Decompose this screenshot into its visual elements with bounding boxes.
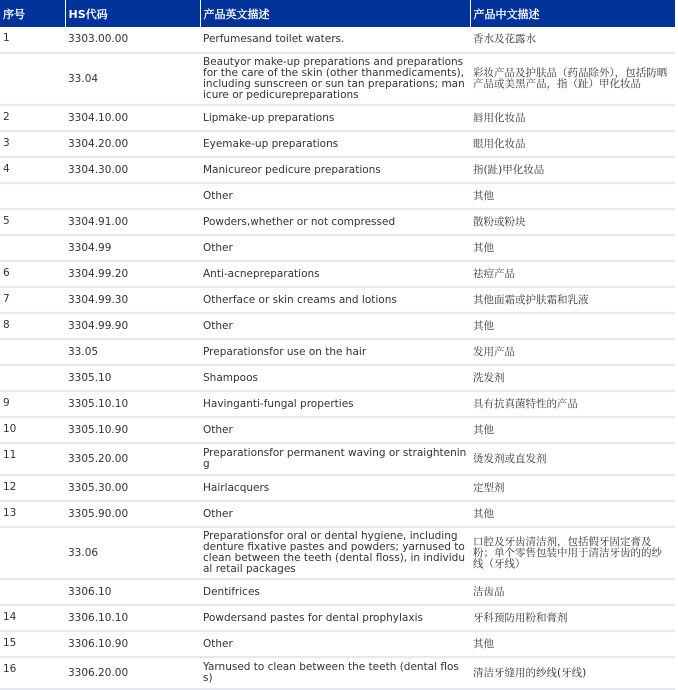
table-row xyxy=(0,131,675,157)
cell-chinese-description: 香水及花露水 xyxy=(470,27,675,53)
cell-no: 10 xyxy=(0,417,65,443)
table-row xyxy=(0,209,675,235)
cell-english-description: Other xyxy=(200,417,470,443)
header-en: 产品英文描述 xyxy=(200,0,470,27)
cell-no: 1 xyxy=(0,27,65,53)
cell-hs-code: 3306.10.10 xyxy=(65,605,200,631)
cell-no xyxy=(0,527,65,579)
table-row xyxy=(0,501,675,527)
table-row xyxy=(0,475,675,501)
cell-hs-code: 3304.99 xyxy=(65,235,200,261)
cell-chinese-description: 其他 xyxy=(470,417,675,443)
cell-hs-code: 3304.20.00 xyxy=(65,131,200,157)
table-row xyxy=(0,53,675,105)
cell-english-description: Anti-acnepreparations xyxy=(200,261,470,287)
cell-no: 6 xyxy=(0,261,65,287)
cell-hs-code: 3305.20.00 xyxy=(65,443,200,475)
table-row xyxy=(0,657,675,689)
header-no: 序号 xyxy=(0,0,65,27)
cell-no xyxy=(0,183,65,209)
cell-hs-code: 3305.10.10 xyxy=(65,391,200,417)
table-row xyxy=(0,391,675,417)
cell-english-description: Yarnused to clean between the teeth (dental floss) xyxy=(200,657,470,689)
cell-no: 3 xyxy=(0,131,65,157)
cell-english-description: Other xyxy=(200,235,470,261)
cell-no: 4 xyxy=(0,157,65,183)
cell-english-description: Preparationsfor permanent waving or straightening xyxy=(200,443,470,475)
cell-chinese-description: 其他 xyxy=(470,183,675,209)
cell-english-description: Otherface or skin creams and lotions xyxy=(200,287,470,313)
cell-chinese-description: 其他 xyxy=(470,631,675,657)
cell-english-description: Dentifrices xyxy=(200,579,470,605)
table-row xyxy=(0,339,675,365)
cell-hs-code: 3304.99.90 xyxy=(65,313,200,339)
table-row xyxy=(0,443,675,475)
cell-no: 5 xyxy=(0,209,65,235)
header-hs: HS代码 xyxy=(65,0,200,27)
cell-hs-code: 33.05 xyxy=(65,339,200,365)
cell-english-description: Other xyxy=(200,501,470,527)
cell-no xyxy=(0,339,65,365)
cell-no: 7 xyxy=(0,287,65,313)
cell-chinese-description: 定型剂 xyxy=(470,475,675,501)
cell-english-description: Havinganti-fungal properties xyxy=(200,391,470,417)
cell-hs-code: 3304.30.00 xyxy=(65,157,200,183)
cell-no: 13 xyxy=(0,501,65,527)
cell-english-description: Other xyxy=(200,313,470,339)
cell-hs-code: 3303.00.00 xyxy=(65,27,200,53)
table-row xyxy=(0,157,675,183)
cell-hs-code xyxy=(65,183,200,209)
cell-no: 9 xyxy=(0,391,65,417)
cell-english-description: Perfumesand toilet waters. xyxy=(200,27,470,53)
cell-english-description: Manicureor pedicure preparations xyxy=(200,157,470,183)
cell-chinese-description: 发用产品 xyxy=(470,339,675,365)
cell-english-description: Powdersand pastes for dental prophylaxis xyxy=(200,605,470,631)
cell-hs-code: 33.06 xyxy=(65,527,200,579)
table-row xyxy=(0,631,675,657)
header-zh: 产品中文描述 xyxy=(470,0,675,27)
cell-no: 12 xyxy=(0,475,65,501)
table-row xyxy=(0,527,675,579)
cell-english-description: Other xyxy=(200,183,470,209)
cell-no: 16 xyxy=(0,657,65,689)
table-row xyxy=(0,365,675,391)
cell-english-description: Beautyor make-up preparations and preparations for the care of the skin (other thanmedicaments), including sunscreen or sun tan preparations; manicure or pedicurepreparations xyxy=(200,53,470,105)
cell-english-description: Hairlacquers xyxy=(200,475,470,501)
cell-hs-code: 3305.30.00 xyxy=(65,475,200,501)
cell-english-description: Eyemake-up preparations xyxy=(200,131,470,157)
table-row xyxy=(0,313,675,339)
cell-chinese-description: 祛痘产品 xyxy=(470,261,675,287)
table-row xyxy=(0,105,675,131)
cell-no xyxy=(0,235,65,261)
cell-no: 8 xyxy=(0,313,65,339)
table-row xyxy=(0,235,675,261)
cell-chinese-description: 彩妆产品及护肤品（药品除外），包括防晒产品或美黑产品，指（趾）甲化妆品 xyxy=(470,53,675,105)
cell-no xyxy=(0,365,65,391)
cell-hs-code: 3305.10.90 xyxy=(65,417,200,443)
cell-no: 11 xyxy=(0,443,65,475)
cell-no: 2 xyxy=(0,105,65,131)
cell-chinese-description: 牙科预防用粉和膏剂 xyxy=(470,605,675,631)
cell-no: 14 xyxy=(0,605,65,631)
cell-english-description: Preparationsfor oral or dental hygiene, including denture fixative pastes and powders; yarnused to clean between the teeth (dental floss), in individual retail packages xyxy=(200,527,470,579)
cell-english-description: Preparationsfor use on the hair xyxy=(200,339,470,365)
cell-hs-code: 33.04 xyxy=(65,53,200,105)
cell-chinese-description: 其他面霜或护肤霜和乳液 xyxy=(470,287,675,313)
cell-chinese-description: 口腔及牙齿清洁剂，包括假牙固定膏及粉；单个零售包装中用于清洁牙齿的的纱线（牙线） xyxy=(470,527,675,579)
table-header xyxy=(0,0,675,27)
cell-hs-code: 3304.91.00 xyxy=(65,209,200,235)
cell-hs-code: 3306.10.90 xyxy=(65,631,200,657)
cell-hs-code: 3304.10.00 xyxy=(65,105,200,131)
cell-hs-code: 3305.90.00 xyxy=(65,501,200,527)
table-row xyxy=(0,261,675,287)
table-row xyxy=(0,287,675,313)
cell-chinese-description: 唇用化妆品 xyxy=(470,105,675,131)
cell-chinese-description: 其他 xyxy=(470,501,675,527)
cell-chinese-description: 洗发剂 xyxy=(470,365,675,391)
cell-english-description: Other xyxy=(200,631,470,657)
cell-no: 15 xyxy=(0,631,65,657)
cell-chinese-description: 指(趾)甲化妆品 xyxy=(470,157,675,183)
cell-hs-code: 3304.99.30 xyxy=(65,287,200,313)
cell-chinese-description: 其他 xyxy=(470,313,675,339)
table-row xyxy=(0,27,675,53)
cell-chinese-description: 散粉或粉块 xyxy=(470,209,675,235)
cell-hs-code: 3304.99.20 xyxy=(65,261,200,287)
cell-chinese-description: 洁齿品 xyxy=(470,579,675,605)
cell-hs-code: 3306.10 xyxy=(65,579,200,605)
cell-chinese-description: 其他 xyxy=(470,235,675,261)
cell-english-description: Shampoos xyxy=(200,365,470,391)
cell-chinese-description: 眼用化妆品 xyxy=(470,131,675,157)
cell-no xyxy=(0,579,65,605)
cell-hs-code: 3306.20.00 xyxy=(65,657,200,689)
cell-no xyxy=(0,53,65,105)
cell-english-description: Powders,whether or not compressed xyxy=(200,209,470,235)
cell-hs-code: 3305.10 xyxy=(65,365,200,391)
table-row xyxy=(0,417,675,443)
cell-chinese-description: 清洁牙缝用的纱线(牙线) xyxy=(470,657,675,689)
table-row xyxy=(0,605,675,631)
cell-chinese-description: 具有抗真菌特性的产品 xyxy=(470,391,675,417)
cell-english-description: Lipmake-up preparations xyxy=(200,105,470,131)
cell-chinese-description: 烫发剂或直发剂 xyxy=(470,443,675,475)
table-row xyxy=(0,183,675,209)
table-row xyxy=(0,579,675,605)
